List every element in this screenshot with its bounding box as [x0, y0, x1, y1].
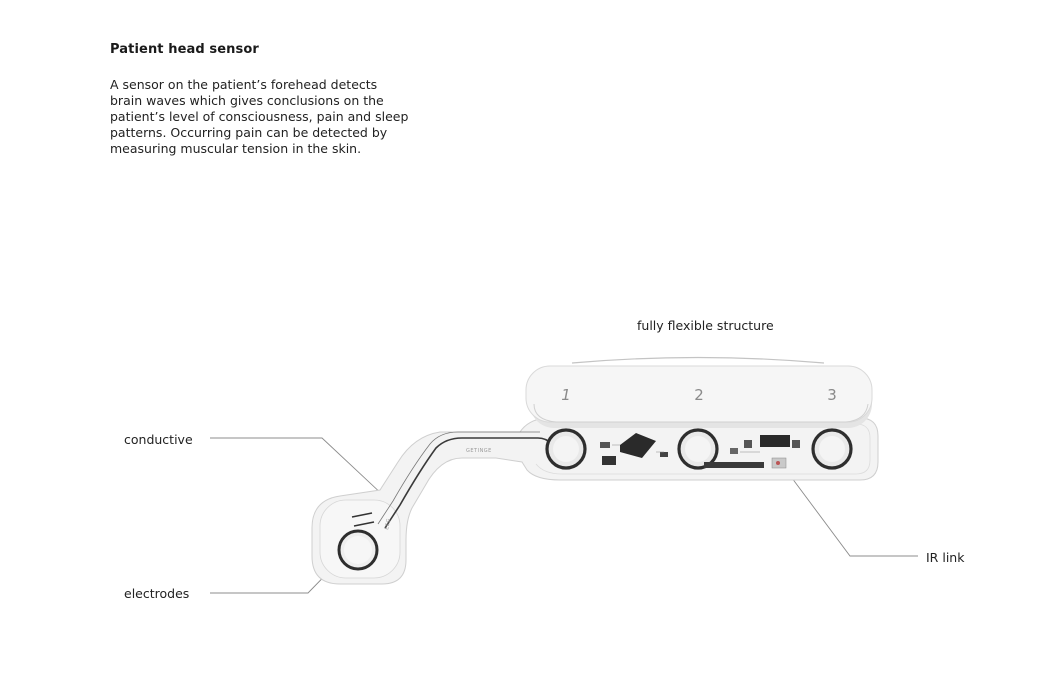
flex-arc [572, 358, 824, 364]
section-description: A sensor on the patient’s forehead detects brain waves which gives conclusions on the patient’s level of consciousness, pain and sleep patterns. Occurring pain can be detected by measuring muscular tension in the skin. [110, 77, 409, 156]
pad-number-1: 1 [561, 386, 571, 404]
label-ir-link: IR link [926, 550, 965, 565]
label-flexible-structure: fully flexible structure [637, 318, 774, 333]
pad-number-2: 2 [694, 386, 704, 404]
label-conductive: conductive [124, 432, 193, 447]
ir-link-leader-line [786, 470, 918, 556]
section-title: Patient head sensor [110, 42, 259, 57]
pad-number-3: 3 [827, 386, 837, 404]
top-cover [526, 366, 872, 428]
sensor-text: EEG [384, 517, 393, 531]
label-electrodes: electrodes [124, 586, 190, 601]
conductive-leader-line [210, 438, 385, 497]
brand-text: GETINGE [466, 448, 492, 454]
